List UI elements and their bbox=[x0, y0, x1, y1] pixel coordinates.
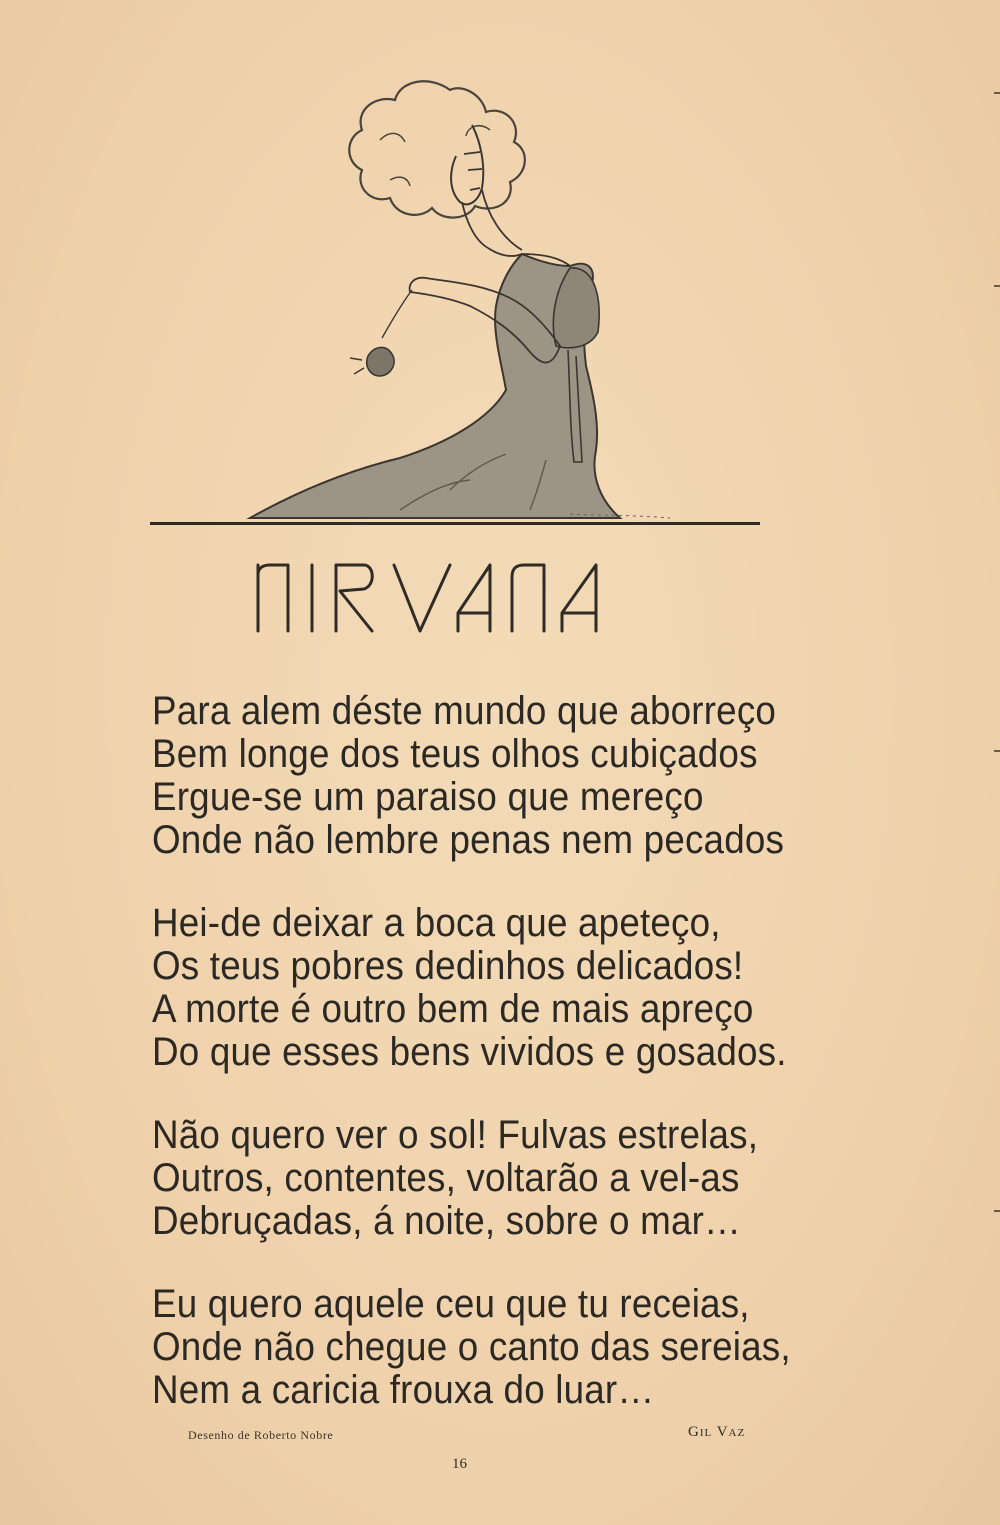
seated-woman-illustration bbox=[150, 70, 760, 530]
edge-mark bbox=[994, 750, 1000, 752]
poem-line: Bem longe dos teus olhos cubiçados bbox=[152, 732, 758, 776]
poem-line: Os teus pobres dedinhos delicados! bbox=[152, 944, 744, 988]
stanza-4 bbox=[152, 1283, 852, 1412]
edge-mark bbox=[994, 1210, 1000, 1212]
poem-line: A morte é outro bem de mais apreço bbox=[152, 987, 754, 1031]
poem-author: Gil Vaz bbox=[688, 1424, 746, 1440]
page-number: 16 bbox=[452, 1456, 467, 1472]
edge-mark bbox=[994, 285, 1000, 287]
edge-mark bbox=[994, 92, 1000, 94]
stanza-3 bbox=[152, 1114, 852, 1243]
poem-line: Não quero ver o sol! Fulvas estrelas, bbox=[152, 1113, 759, 1157]
poem-line: Ergue-se um paraiso que mereço bbox=[152, 775, 704, 819]
poem-body bbox=[152, 690, 852, 1452]
stanza-1 bbox=[152, 690, 852, 862]
face bbox=[451, 125, 483, 204]
hair bbox=[349, 81, 525, 217]
illustration-credit: Desenho de Roberto Nobre bbox=[188, 1428, 334, 1442]
poem-line: Onde não lembre penas nem pecados bbox=[152, 818, 785, 862]
poem-title bbox=[150, 553, 760, 653]
ground-line bbox=[150, 522, 760, 525]
poem-line: Outros, contentes, voltarão a vel-as bbox=[152, 1156, 740, 1200]
poem-line: Hei-de deixar a boca que apeteço, bbox=[152, 901, 721, 945]
flower bbox=[367, 347, 394, 376]
poem-line: Para alem déste mundo que aborreço bbox=[152, 689, 777, 733]
stanza-2 bbox=[152, 902, 852, 1074]
poem-title-text bbox=[150, 553, 760, 653]
poem-line: Nem a caricia frouxa do luar… bbox=[152, 1368, 655, 1412]
poem-line: Eu quero aquele ceu que tu receias, bbox=[152, 1282, 750, 1326]
poem-line: Do que esses bens vividos e gosados. bbox=[152, 1030, 787, 1074]
poem-line: Onde não chegue o canto das sereias, bbox=[152, 1325, 791, 1369]
poem-line: Debruçadas, á noite, sobre o mar… bbox=[152, 1199, 742, 1243]
